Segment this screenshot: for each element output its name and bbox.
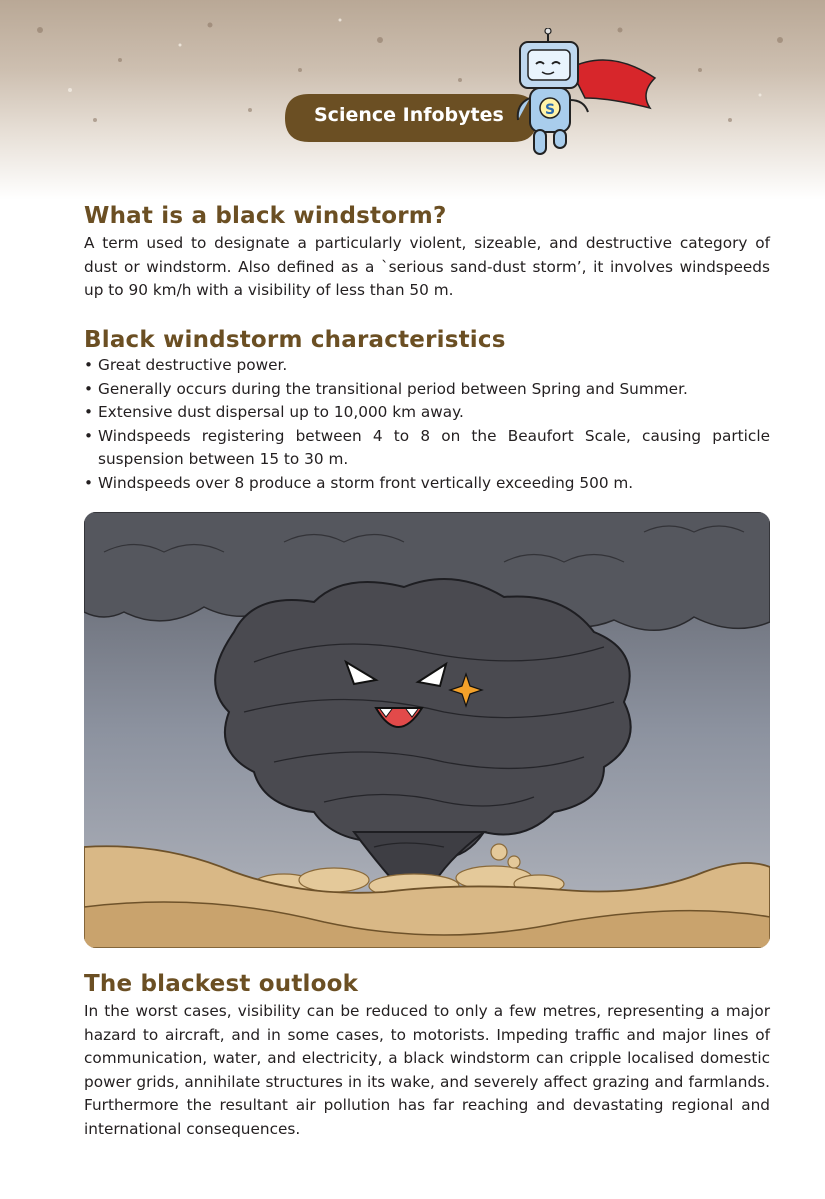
- robot-mascot-icon: [500, 28, 660, 178]
- section-heading-outlook: The blackest outlook: [84, 971, 359, 997]
- black-windstorm-illustration: [84, 512, 770, 948]
- section-body-what-is: A term used to designate a particularly violent, sizeable, and destructive category of dust or windstorm. Also defined as a `serious sand-dust storm’, it involves windspeeds up to 90 km/h with a visibility of less than 50 m.: [84, 234, 770, 299]
- section-body-outlook: In the worst cases, visibility can be reduced to only a few metres, representing a major hazard to aircraft, and in some cases, to motorists. Impeding traffic and major lines of communication, water, and electricity, a black windstorm can cripple localised domestic power grids, annihilate structures in its wake, and severely affect grazing and farmlands. Furthermore the resultant air pollution has far reaching and devastating regional and international consequences.: [84, 1002, 770, 1138]
- section-heading-characteristics: Black windstorm characteristics: [84, 327, 506, 353]
- list-item: • Generally occurs during the transitional period between Spring and Summer.: [84, 378, 770, 402]
- list-item: • Great destructive power.: [84, 354, 770, 378]
- badge-label: Science Infobytes: [314, 104, 504, 126]
- list-item: • Windspeeds registering between 4 to 8 on the Beaufort Scale, causing particle suspension between 15 to 30 m.: [84, 425, 770, 472]
- svg-text:S: S: [545, 102, 556, 118]
- section-heading-what-is: What is a black windstorm?: [84, 203, 447, 229]
- characteristics-list: [84, 354, 770, 495]
- list-item: • Extensive dust dispersal up to 10,000 km away.: [84, 401, 770, 425]
- list-item: • Windspeeds over 8 produce a storm front vertically exceeding 500 m.: [84, 472, 770, 496]
